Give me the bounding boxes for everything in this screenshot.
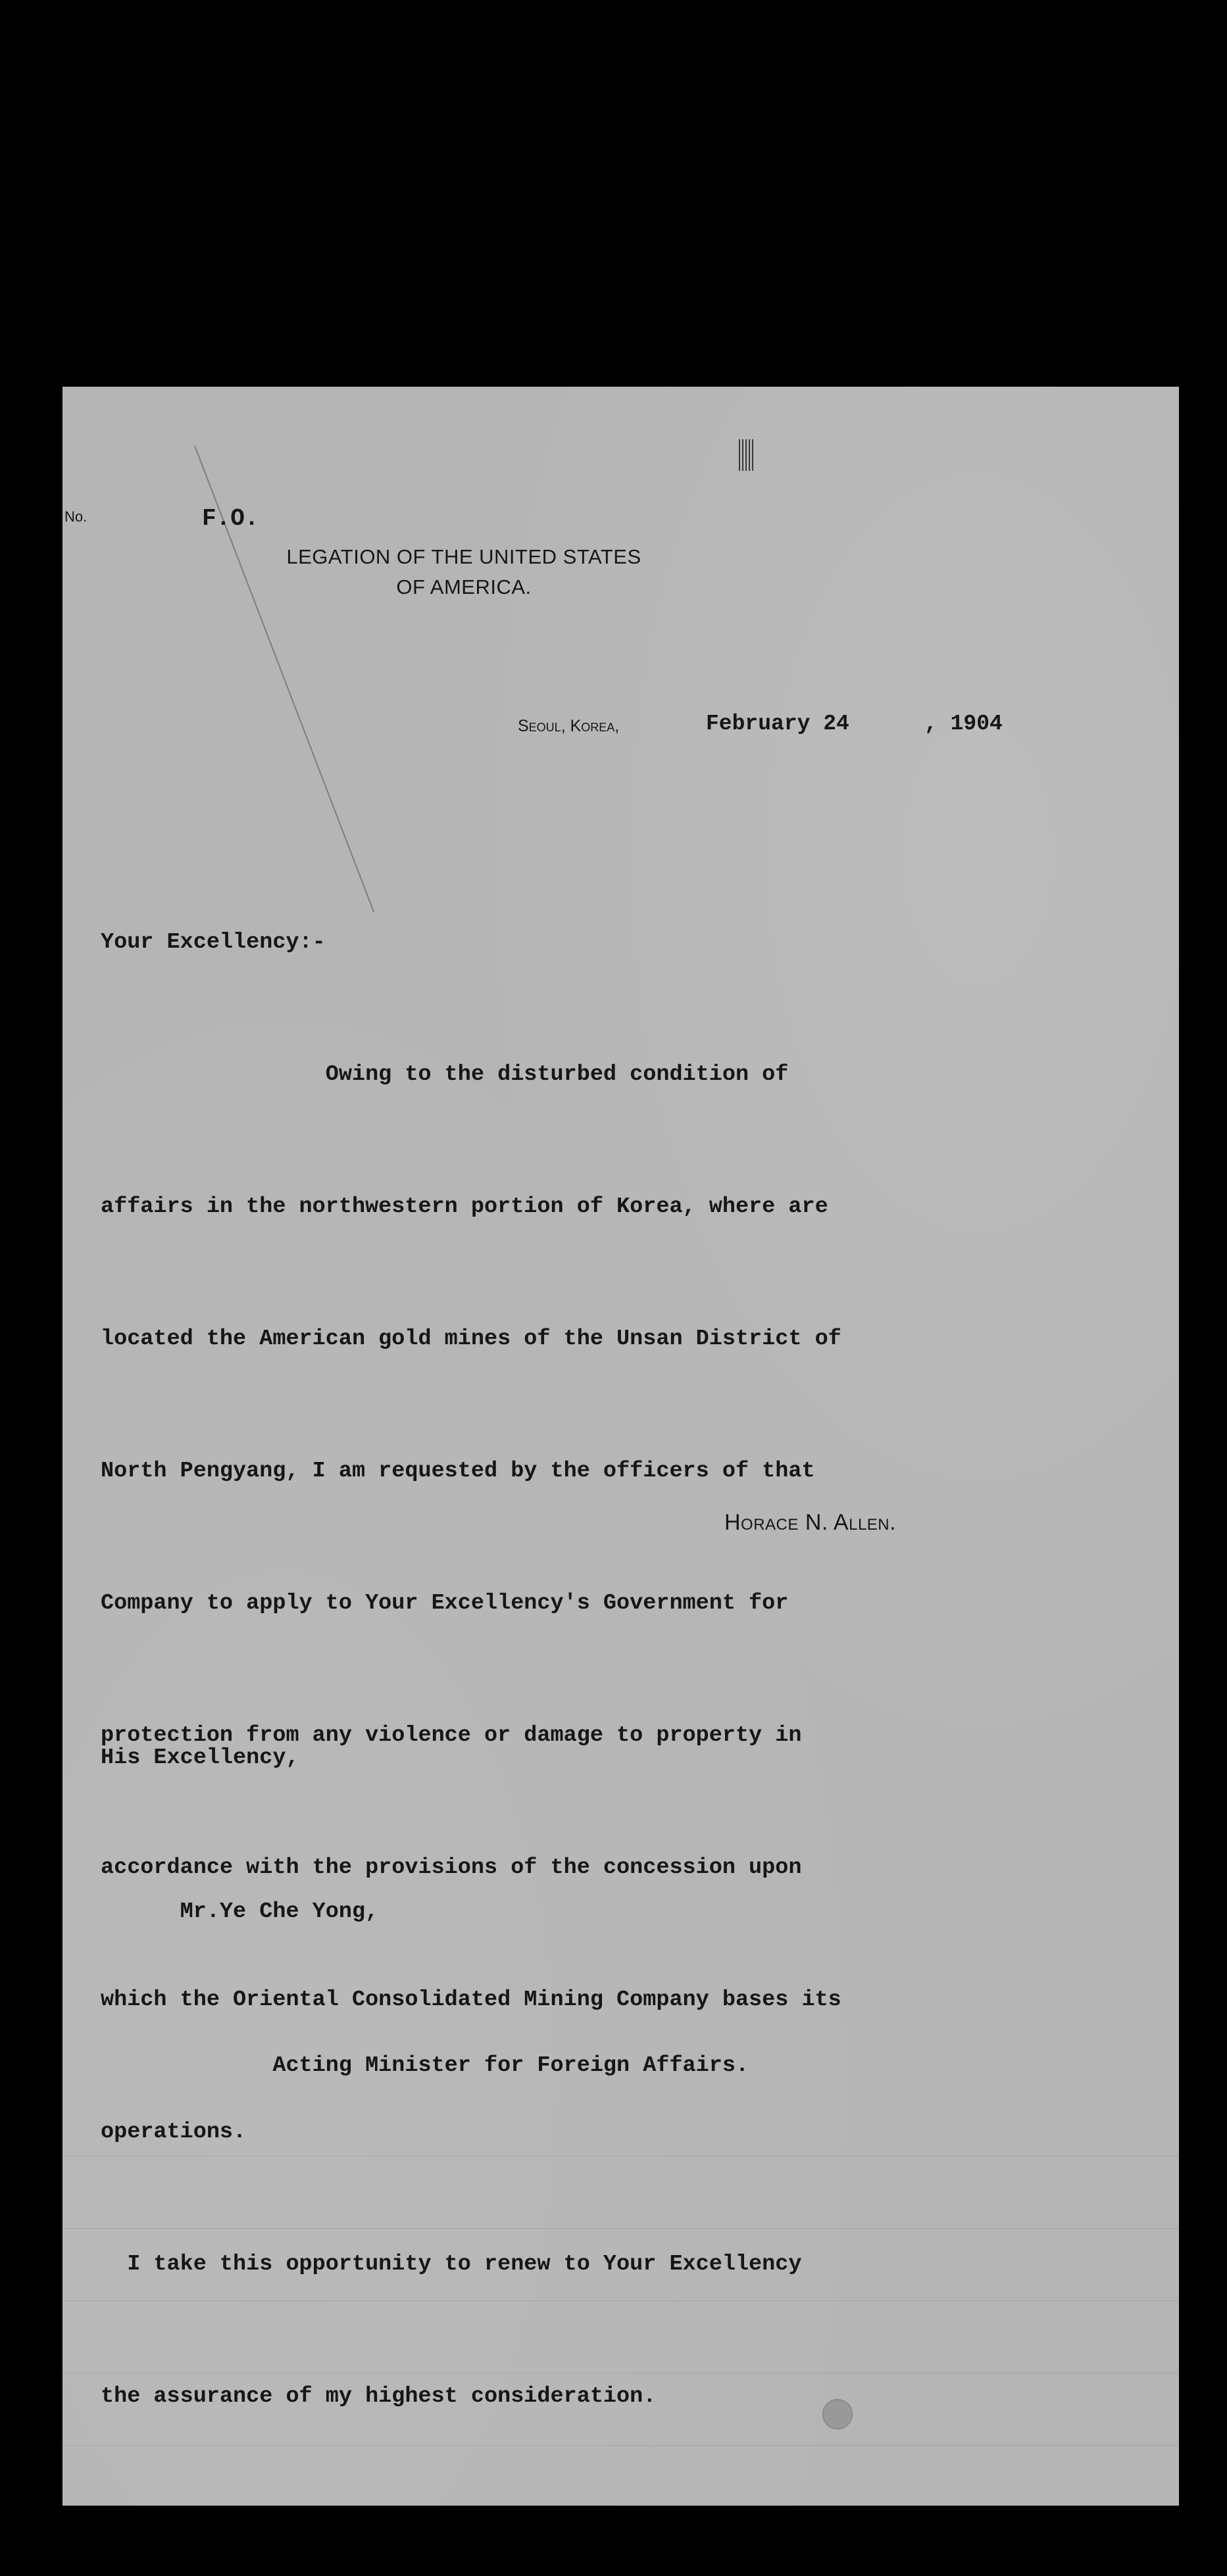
addressee-line-1: His Excellency, xyxy=(101,1745,299,1770)
letter-line: I take this opportunity to renew to Your Excellency xyxy=(101,2252,802,2277)
number-label: No. xyxy=(64,508,88,525)
letter-line: located the American gold mines of the Unsan District of xyxy=(101,1326,841,1351)
letterhead-line-2: OF AMERICA. xyxy=(396,575,532,598)
file-code: F.O. xyxy=(202,505,259,532)
letter-year: , 1904 xyxy=(924,712,1003,736)
letter-line: North Pengyang, I am requested by the officers of that xyxy=(101,1459,815,1484)
letter-line: Company to apply to Your Excellency's Government for xyxy=(101,1591,789,1616)
scan-mark xyxy=(739,439,753,471)
letter-date: February 24 xyxy=(706,712,849,736)
scan-blemish xyxy=(822,2399,853,2429)
letter-line: which the Oriental Consolidated Mining Company bases its xyxy=(101,1987,841,2012)
letterhead-line-1: LEGATION OF THE UNITED STATES xyxy=(286,545,641,568)
signature: Horace N. Allen. xyxy=(724,1510,897,1535)
letter-sheet xyxy=(63,387,1179,2506)
letter-line: Your Excellency:- xyxy=(101,930,326,955)
place-line: Seoul, Korea, xyxy=(518,717,620,735)
letterhead xyxy=(220,542,707,602)
addressee-line-2: Mr.Ye Che Yong, xyxy=(101,1899,379,1924)
letter-line: Owing to the disturbed condition of xyxy=(101,1062,789,1087)
letter-line: operations. xyxy=(101,2120,247,2145)
letter-line: protection from any violence or damage to property in xyxy=(101,1723,802,1748)
addressee-line-3: Acting Minister for Foreign Affairs. xyxy=(101,2053,749,2078)
letter-line: the assurance of my highest consideration. xyxy=(101,2384,657,2409)
letter-line: affairs in the northwestern portion of Korea, where are xyxy=(101,1194,828,1219)
addressee-block xyxy=(101,1630,749,2194)
letter-line: accordance with the provisions of the concession upon xyxy=(101,1855,802,1880)
